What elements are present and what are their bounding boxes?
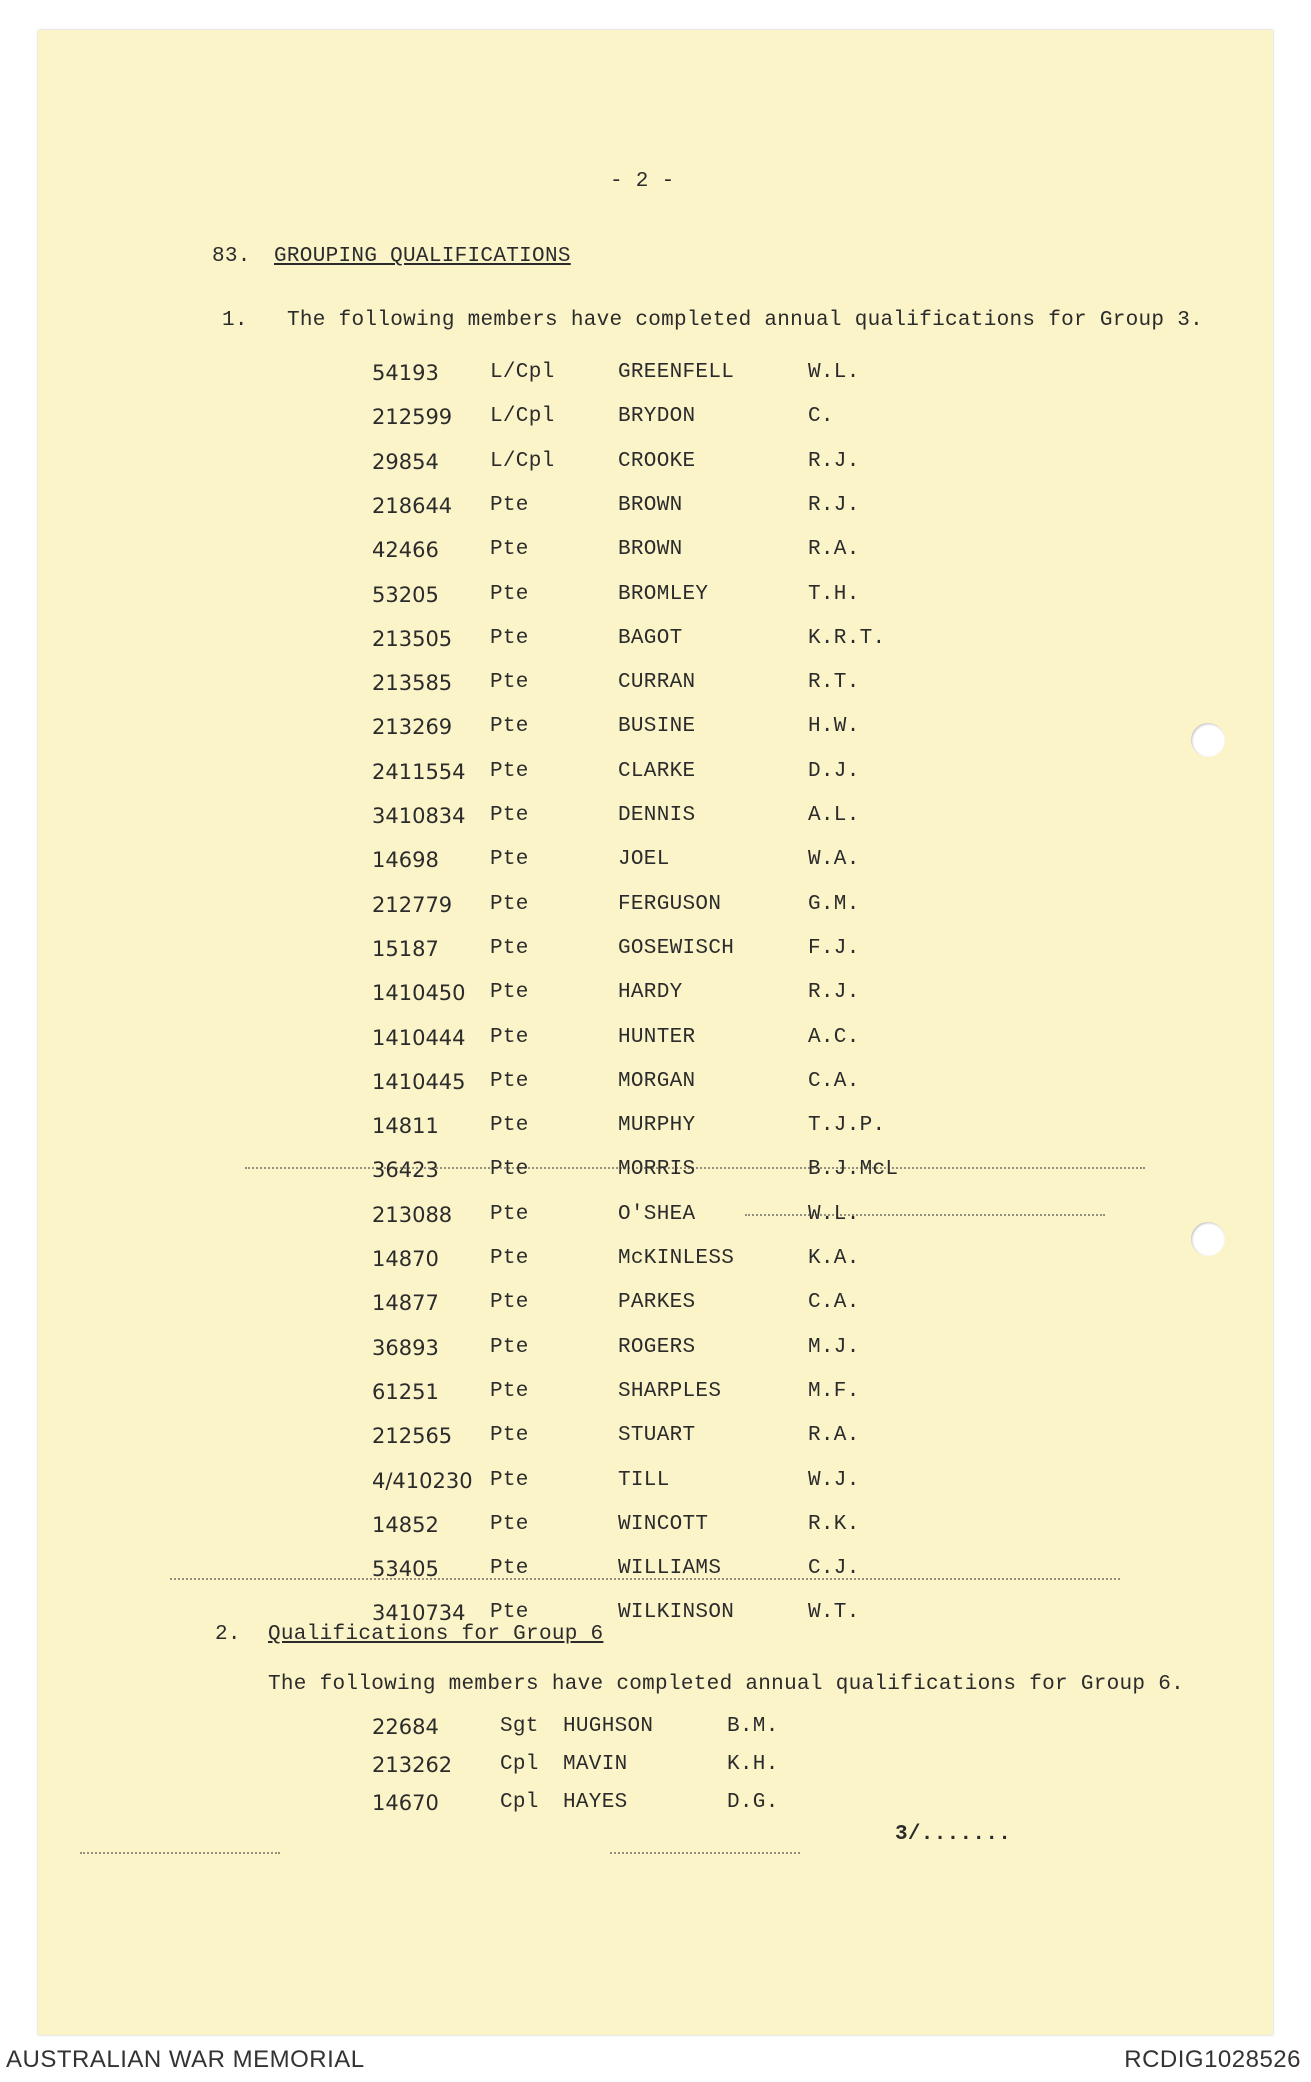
member-initials: R.A. <box>808 1424 860 1448</box>
member-initials: B.M. <box>727 1715 779 1738</box>
paragraph-1-number: 1. <box>222 309 248 332</box>
member-number: 14698 <box>372 848 439 873</box>
member-rank: Pte <box>490 1069 529 1093</box>
member-surname: CURRAN <box>618 671 696 695</box>
member-surname: MORGAN <box>618 1069 696 1093</box>
member-rank: Pte <box>490 1114 529 1138</box>
continuation-marker: 3/....... <box>895 1823 1012 1846</box>
dotted-rule <box>610 1852 800 1854</box>
member-rank: Pte <box>490 671 529 695</box>
member-number: 53405 <box>372 1557 439 1582</box>
member-number: 14870 <box>372 1247 439 1271</box>
member-surname: HARDY <box>618 981 683 1005</box>
member-surname: WILLIAMS <box>618 1557 722 1581</box>
member-surname: HAYES <box>563 1791 628 1814</box>
member-surname: GOSEWISCH <box>618 936 735 960</box>
member-rank: L/Cpl <box>490 405 555 429</box>
member-surname: SHARPLES <box>618 1379 722 1403</box>
member-initials: D.J. <box>808 759 860 783</box>
member-rank: Pte <box>490 1557 529 1581</box>
dotted-rule <box>170 1578 1120 1580</box>
page-number: - 2 - <box>610 170 675 193</box>
footer-reference-id: RCDIG1028526 <box>1124 2046 1301 2073</box>
member-surname: PARKES <box>618 1291 696 1315</box>
member-rank: Pte <box>490 759 529 783</box>
member-number: 61251 <box>372 1379 439 1404</box>
member-surname: HUGHSON <box>563 1715 654 1738</box>
member-initials: K.A. <box>808 1247 860 1270</box>
member-initials: K.H. <box>727 1753 779 1776</box>
member-initials: W.A. <box>808 848 860 872</box>
member-surname: WILKINSON <box>618 1601 735 1625</box>
punch-hole <box>1191 1222 1225 1256</box>
member-initials: R.J. <box>808 493 860 517</box>
member-rank: Pte <box>490 1202 529 1226</box>
member-number: 213269 <box>372 715 453 740</box>
member-rank: Pte <box>490 981 529 1005</box>
member-rank: Pte <box>490 936 529 960</box>
member-rank: Pte <box>490 1512 529 1536</box>
member-surname: CLARKE <box>618 759 696 783</box>
member-initials: F.J. <box>808 936 860 960</box>
member-rank: Pte <box>490 1025 529 1049</box>
member-number: 1410450 <box>372 981 466 1006</box>
member-initials: W.J. <box>808 1468 860 1492</box>
section-number: 83. <box>212 245 251 268</box>
member-number: 1410445 <box>372 1069 466 1094</box>
member-number: 218644 <box>372 493 453 518</box>
member-initials: A.C. <box>808 1025 860 1049</box>
member-surname: BROMLEY <box>618 582 709 606</box>
member-initials: R.J. <box>808 449 860 473</box>
member-initials: C.A. <box>808 1291 860 1315</box>
member-surname: ROGERS <box>618 1335 696 1359</box>
member-surname: BAGOT <box>618 626 683 650</box>
member-number: 15187 <box>372 936 439 961</box>
member-surname: BRYDON <box>618 405 696 429</box>
member-initials: R.T. <box>808 671 860 695</box>
member-surname: JOEL <box>618 848 670 872</box>
member-rank: Cpl <box>500 1791 539 1814</box>
paragraph-2-text: The following members have completed annual qualifications for Group 6. <box>268 1673 1185 1696</box>
member-number: 14811 <box>372 1114 439 1139</box>
member-surname: BROWN <box>618 493 683 517</box>
member-rank: L/Cpl <box>490 449 555 473</box>
member-number: 36423 <box>372 1158 439 1183</box>
member-surname: BROWN <box>618 538 683 562</box>
member-initials: D.G. <box>727 1791 779 1814</box>
member-number: 29854 <box>372 449 439 474</box>
member-initials: R.K. <box>808 1512 860 1536</box>
member-initials: W.L. <box>808 361 860 384</box>
member-number: 36893 <box>372 1335 439 1360</box>
member-rank: Pte <box>490 715 529 739</box>
member-number: 3410734 <box>372 1601 466 1626</box>
paragraph-2-heading: Qualifications for Group 6 <box>268 1623 604 1646</box>
member-number: 4/410230 <box>372 1468 473 1493</box>
member-surname: MURPHY <box>618 1114 696 1138</box>
member-rank: Pte <box>490 626 529 650</box>
member-number: 212565 <box>372 1424 453 1449</box>
member-initials: C. <box>808 405 834 429</box>
paragraph-1-text: The following members have completed annual qualifications for Group 3. <box>287 309 1204 332</box>
member-number: 213505 <box>372 626 453 651</box>
member-rank: Pte <box>490 1379 529 1403</box>
member-initials: A.L. <box>808 804 860 827</box>
member-rank: Pte <box>490 1158 529 1182</box>
member-initials: B.J.McL <box>808 1158 899 1182</box>
member-number: 1410444 <box>372 1025 466 1050</box>
member-surname: O'SHEA <box>618 1202 696 1226</box>
member-initials: R.J. <box>808 981 860 1005</box>
member-surname: STUART <box>618 1424 696 1448</box>
member-initials: H.W. <box>808 715 860 739</box>
member-rank: Pte <box>490 1247 529 1270</box>
member-rank: Pte <box>490 1468 529 1492</box>
member-initials: R.A. <box>808 538 860 562</box>
member-initials: M.J. <box>808 1335 860 1359</box>
member-number: 54193 <box>372 361 439 385</box>
member-rank: Cpl <box>500 1753 539 1776</box>
member-surname: WINCOTT <box>618 1512 709 1536</box>
member-rank: Pte <box>490 1601 529 1625</box>
member-rank: Sgt <box>500 1715 539 1738</box>
member-rank: Pte <box>490 848 529 872</box>
member-rank: Pte <box>490 582 529 606</box>
member-number: 14670 <box>372 1791 439 1815</box>
member-rank: Pte <box>490 493 529 517</box>
section-title: GROUPING QUALIFICATIONS <box>274 245 571 268</box>
dotted-rule <box>245 1167 1145 1169</box>
member-number: 53205 <box>372 582 439 607</box>
member-rank: Pte <box>490 1335 529 1359</box>
member-number: 42466 <box>372 538 439 563</box>
member-number: 3410834 <box>372 804 466 828</box>
member-surname: McKINLESS <box>618 1247 735 1270</box>
member-surname: TILL <box>618 1468 670 1492</box>
member-rank: L/Cpl <box>490 361 555 384</box>
member-initials: C.J. <box>808 1557 860 1581</box>
punch-hole <box>1191 723 1225 757</box>
member-number: 213585 <box>372 671 453 696</box>
dotted-rule <box>745 1214 1105 1216</box>
member-surname: GREENFELL <box>618 361 735 384</box>
member-surname: HUNTER <box>618 1025 696 1049</box>
member-rank: Pte <box>490 1291 529 1315</box>
member-surname: CROOKE <box>618 449 696 473</box>
member-rank: Pte <box>490 1424 529 1448</box>
member-surname: BUSINE <box>618 715 696 739</box>
member-surname: FERGUSON <box>618 892 722 916</box>
dotted-rule <box>80 1852 280 1854</box>
member-number: 213262 <box>372 1753 453 1777</box>
member-rank: Pte <box>490 804 529 827</box>
member-number: 22684 <box>372 1715 439 1739</box>
member-initials: W.L. <box>808 1202 860 1226</box>
member-surname: MAVIN <box>563 1753 628 1776</box>
member-surname: DENNIS <box>618 804 696 827</box>
member-initials: C.A. <box>808 1069 860 1093</box>
member-initials: W.T. <box>808 1601 860 1625</box>
member-rank: Pte <box>490 892 529 916</box>
member-initials: K.R.T. <box>808 626 886 650</box>
member-number: 212779 <box>372 892 453 917</box>
member-number: 2411554 <box>372 759 466 784</box>
member-initials: T.J.P. <box>808 1114 886 1138</box>
member-number: 213088 <box>372 1202 453 1227</box>
member-number: 14852 <box>372 1512 439 1537</box>
member-initials: M.F. <box>808 1379 860 1403</box>
member-initials: T.H. <box>808 582 860 606</box>
footer-archive-name: AUSTRALIAN WAR MEMORIAL <box>6 2046 365 2073</box>
paragraph-2-number: 2. <box>215 1623 241 1646</box>
member-surname: MORRIS <box>618 1158 696 1182</box>
member-number: 14877 <box>372 1291 439 1316</box>
member-initials: G.M. <box>808 892 860 916</box>
member-number: 212599 <box>372 405 453 430</box>
member-rank: Pte <box>490 538 529 562</box>
